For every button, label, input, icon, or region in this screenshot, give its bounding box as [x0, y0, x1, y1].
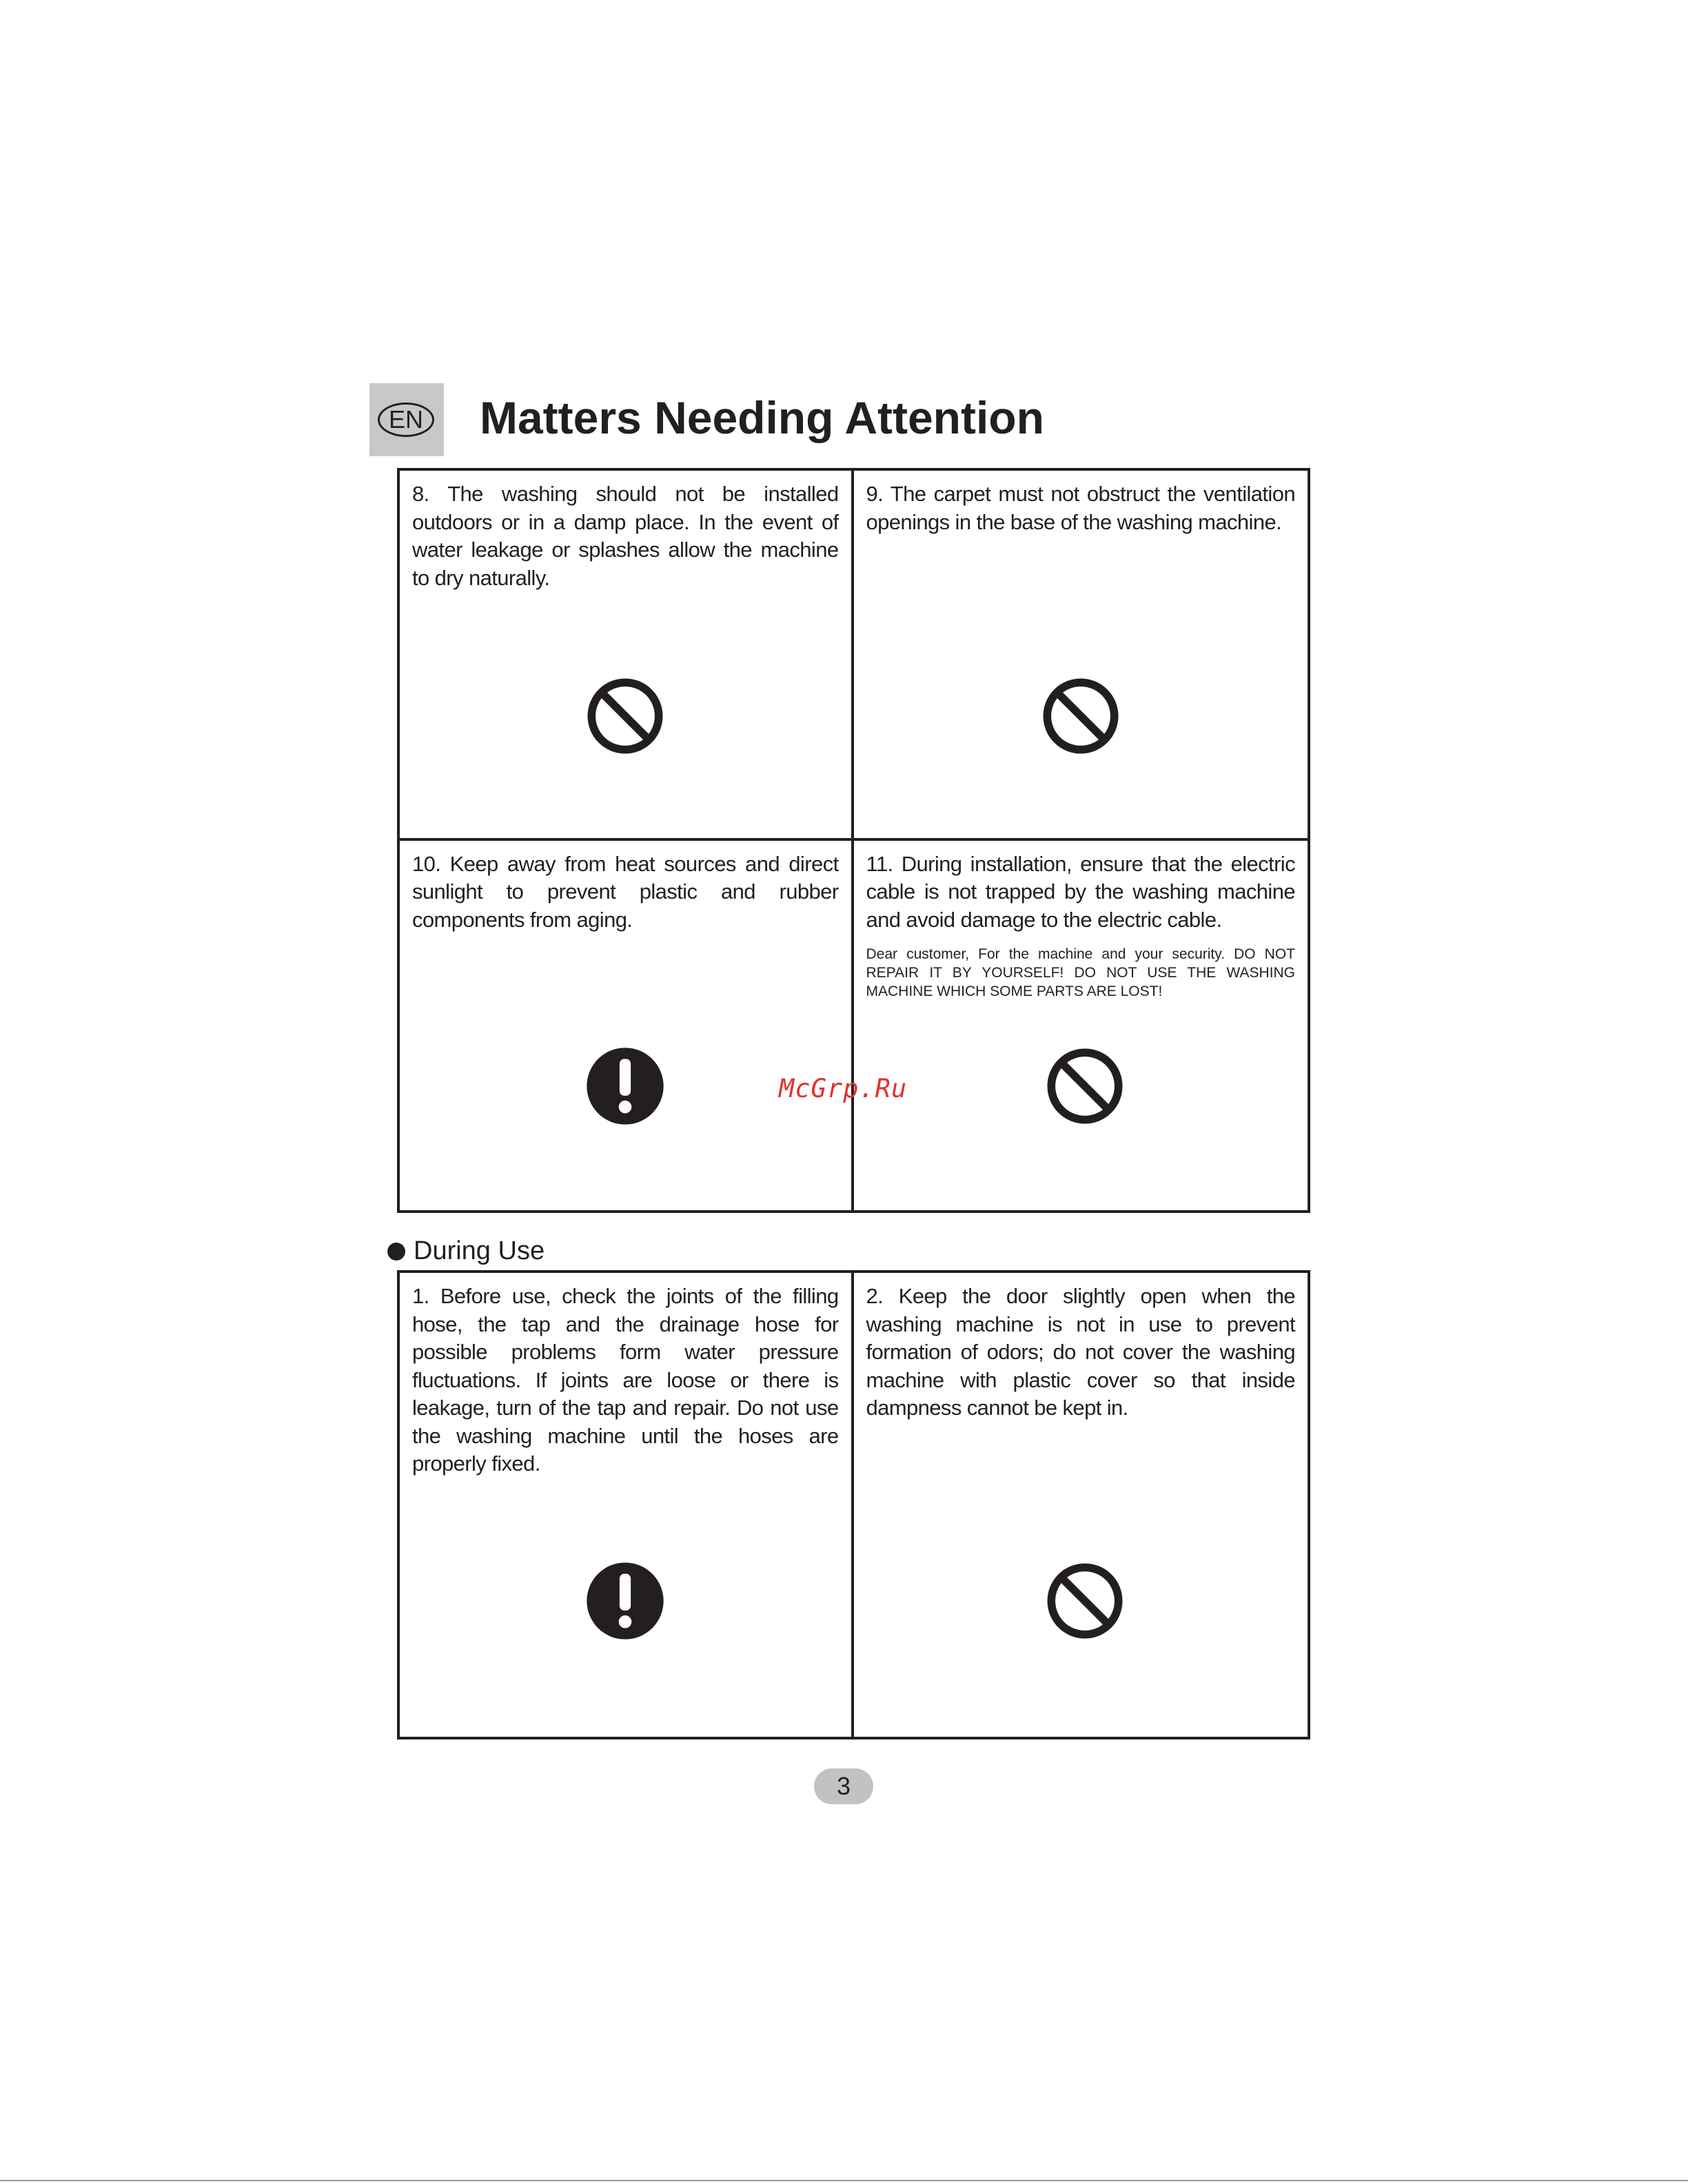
bullet-icon	[387, 1243, 405, 1261]
during-use-item-text: 1. Before use, check the joints of the filling hose, the tap and the drainage hose for possible problems form water pressure fluctuations. If joints are loose or there is leakage, turn of the tap and repair. Do not use the washing machine until the hoses are properly fixed.	[412, 1284, 839, 1476]
attention-item-text: 8. The washing should not be installed outdoors or in a damp place. In the event of water leakage or splashes allow the machine to dry naturally.	[412, 482, 839, 590]
attention-item-10	[400, 841, 854, 1211]
during-use-grid	[397, 1270, 1310, 1739]
during-use-item-2	[854, 1273, 1308, 1737]
mandatory-icon	[585, 1561, 665, 1641]
watermark-text: McGrp.Ru	[779, 1074, 908, 1103]
attention-item-8	[400, 471, 854, 841]
attention-item-text: 10. Keep away from heat sources and direct sunlight to prevent plastic and rubber components from aging.	[412, 851, 839, 932]
attention-item-9	[854, 471, 1308, 841]
attention-item-11	[854, 841, 1308, 1211]
mandatory-icon	[585, 1046, 665, 1126]
page-number: 3	[814, 1768, 873, 1804]
prohibition-icon	[585, 676, 665, 756]
section-heading-during-use	[387, 1236, 545, 1266]
customer-warning-note: Dear customer, For the machine and your security. DO NOT REPAIR IT BY YOURSELF! DO NOT USE THE WASHING MACHINE WHICH SOME PARTS ARE LOST!	[866, 946, 1295, 999]
during-use-item-1	[400, 1273, 854, 1737]
language-badge-label: EN	[378, 402, 434, 437]
prohibition-icon	[1045, 1046, 1125, 1126]
section-heading-label: During Use	[414, 1236, 545, 1265]
attention-item-text: 11. During installation, ensure that the electric cable is not trapped by the washing machine and avoid damage to the electric cable.	[866, 851, 1295, 932]
prohibition-icon	[1041, 676, 1121, 756]
attention-item-text: 9. The carpet must not obstruct the ventilation openings in the base of the washing machine.	[866, 482, 1295, 534]
language-badge	[369, 383, 444, 456]
during-use-item-text: 2. Keep the door slightly open when the washing machine is not in use to prevent formation of odors; do not cover the washing machine with plastic cover so that inside dampness cannot be kept in.	[866, 1284, 1295, 1420]
prohibition-icon	[1045, 1561, 1125, 1641]
page-title: Matters Needing Attention	[480, 392, 1044, 443]
bottom-divider	[0, 2180, 1688, 2181]
